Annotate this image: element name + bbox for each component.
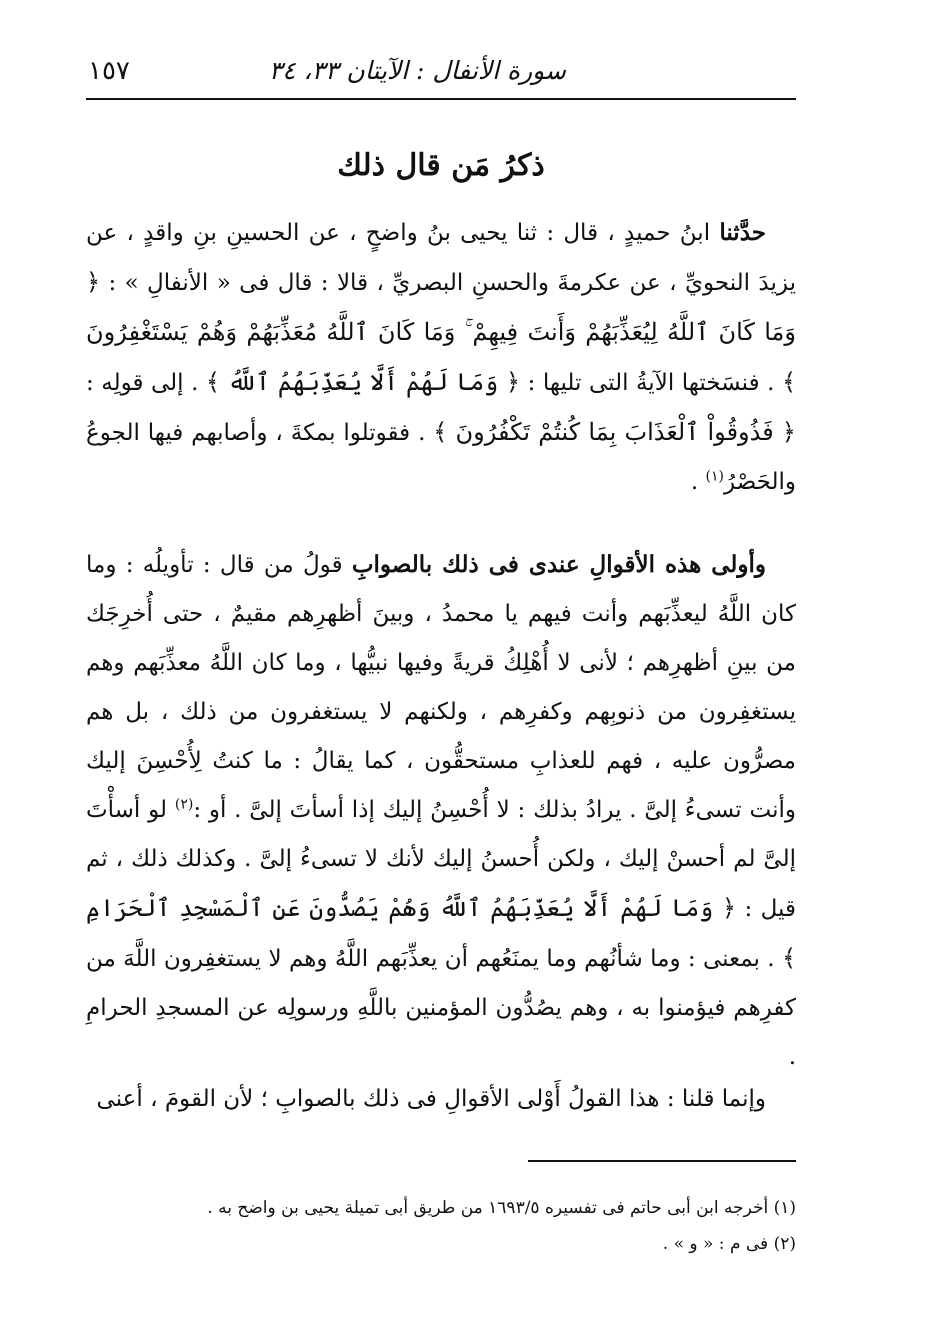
quran-verse: ﴿ وَمَا كَانَ ٱللَّهُ لِيُعَذِّبَهُمْ وَأَنتَ فِيهِمْ ۚ وَمَا كَانَ ٱللَّهُ مُعَذِّبَهُمْ وَهُمْ يَسْتَغْفِرُونَ ﴾ [86, 268, 796, 396]
paragraph-text: . إلى قولِه : [86, 370, 206, 396]
section-title: ذكرُ مَن قال ذلك [337, 148, 545, 183]
footnotes [86, 1190, 796, 1262]
footnote-divider [528, 1160, 796, 1162]
paragraph-text: . فقوتلوا بمكةَ ، وأصابهم فيها الجوعُ والحَصْرُ [86, 420, 796, 495]
footnote-2: (٢) فى م : « و » . [662, 1234, 796, 1254]
page-number: ١٥٧ [88, 56, 130, 86]
quran-verse: ﴿ وَمَا لَهُمْ أَلَّا يُعَذِّبَهُمُ ٱللَّهُ وَهُمْ يَصُدُّونَ عَنِ ٱلْمَسْجِدِ ٱلْحَرَامِ ﴾ [86, 894, 796, 972]
footnote-marker: (٢) [174, 796, 194, 813]
footnote-marker: (١) [705, 468, 724, 485]
paragraph-continuation [86, 1075, 796, 1124]
paragraph-isnad [86, 208, 796, 507]
paragraph-text: . [690, 469, 706, 495]
paragraph-commentary [86, 540, 796, 1082]
paragraph-text: ابنُ حميدٍ ، قال : ثنا يحيى بنُ واضحٍ ، عن الحسينِ بنِ واقدٍ ، عن يزيدَ النحويِّ ، عن عكرمةَ والحسنِ البصريِّ ، قالا : قال فى « الأنفالِ » : [86, 220, 796, 296]
running-head: سورة الأنفال : الآيتان ٣٣، ٣٤ [268, 56, 566, 85]
quran-verse: ﴿ فَذُوقُواْ ٱلْعَذَابَ بِمَا كُنتُمْ تَكْفُرُونَ ﴾ [433, 418, 796, 446]
paragraph-lead: حدَّثنا [719, 219, 766, 246]
footnote-1: (١) أخرجه ابن أبى حاتم فى تفسيره ١٦٩٣/٥ من طريق أبى تميلة يحيى بن واضح به . [207, 1198, 796, 1218]
quran-verse: ﴿ وَمَا لَهُمْ أَلَّا يُعَذِّبَهُمُ ٱللَّهُ ﴾ [205, 368, 521, 396]
page-header [86, 46, 796, 100]
paragraph-lead: وأولى هذه الأقوالِ عندى فى ذلك بالصوابِ [351, 551, 767, 578]
paragraph-text: لو أسأْتَ إلىَّ لم أحسنْ إليك ، ولكن أُحسنُ إليك لأنك لا تسىءُ إلىَّ . وكذلك ذلك ، ثم قيل : [86, 797, 796, 922]
paragraph-text: وإنما قلنا : هذا القولُ أَوْلى الأقوالِ فى ذلك بالصوابِ ؛ لأن القومَ ، أعنى [96, 1086, 766, 1112]
paragraph-text: . فنسَختها الآيةُ التى تليها : [520, 370, 782, 396]
paragraph-text: قولُ من قال : تأويلُه : وما كان اللَّهُ ليعذِّبَهم وأنت فيهم يا محمدُ ، وبينَ أظهرِهم مقيمٌ ، حتى أُخرِجَك من بينِ أظهرِهم ؛ لأنى لا أُهْلِكُ قريةً وفيها نبيُّها ، وما كان اللَّهُ معذِّبَهم وهم يستغفِرون من ذنوبِهم وكفرِهم ، ولكنهم لا يستغفرون من ذلك ، بل هم مصرُّون عليه ، فهم للعذابِ مستحقُّون ، كما يقالُ : ما كنتُ لِأُحْسِنَ إليك وأنت تسىءُ إلىَّ . يرادُ بذلك : لا أُحْسِنُ إليك إذا أسأتَ إلىَّ . أو : [86, 552, 796, 823]
paragraph-text: . بمعنى : وما شأنُهم وما يمنَعُهم أن يعذِّبَهم اللَّهُ وهم لا يستغفِرون اللَّهَ من كفرِهم فيؤمنوا به ، وهم يصُدُّون المؤمنين باللَّهِ ورسولِه عن المسجدِ الحرامِ . [86, 946, 796, 1070]
